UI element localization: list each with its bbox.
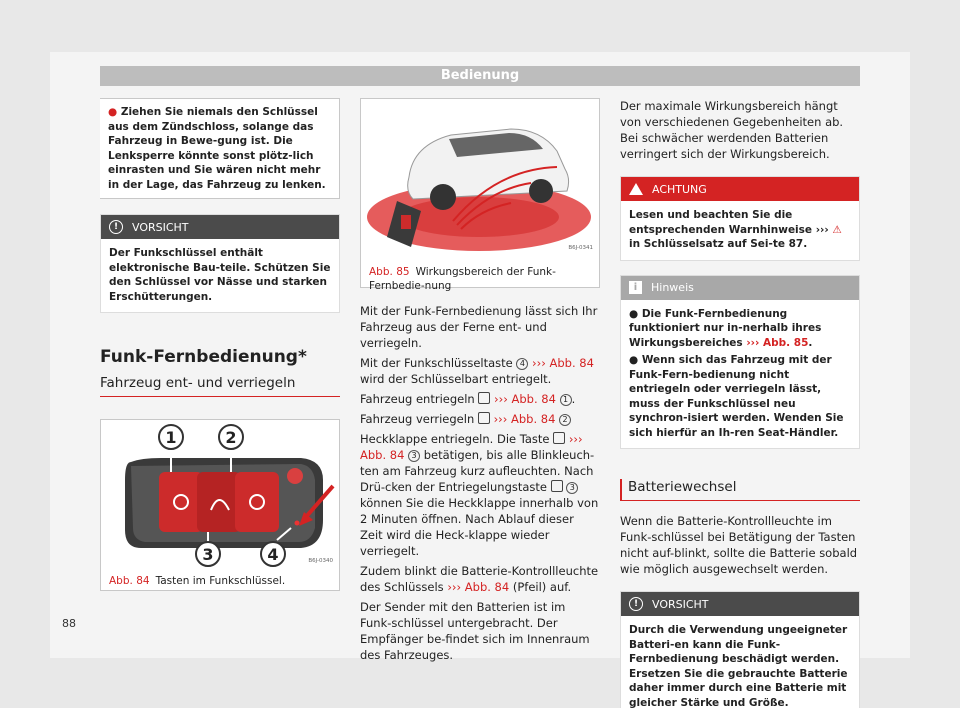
achtung-box	[620, 176, 860, 261]
vorsicht-title: VORSICHT	[132, 220, 189, 234]
achtung-header	[621, 177, 859, 201]
caution-icon: !	[109, 220, 123, 234]
vorsicht-text: Der Funkschlüssel enthält elektronische Bau-teile. Schützen Sie den Schlüssel vor Nässe und starken Erschütterungen.	[109, 247, 331, 303]
figure-code: B6J-0340	[308, 558, 333, 564]
page-header: Bedienung	[100, 66, 860, 86]
caption-text: Tasten im Funkschlüssel.	[155, 575, 286, 587]
page-number: 88	[62, 617, 76, 630]
figure-label: Abb. 85	[369, 266, 410, 278]
number-marker: 3	[566, 482, 578, 494]
text: Fahrzeug verriegeln	[360, 412, 475, 426]
figure-link[interactable]: ››› Abb. 85	[746, 336, 809, 349]
paragraph-1: Mit der Funk-Fernbedienung lässt sich Ihr Fahrzeug aus der Ferne ent- und verriegeln.	[360, 304, 598, 350]
figure-85	[360, 98, 600, 292]
info-icon: i	[629, 281, 642, 294]
figure-84	[100, 419, 340, 591]
figure-84-caption	[101, 572, 339, 594]
hinweis-bullet-2: ● Wenn sich das Fahrzeug mit der Funk-Fern-bedienung nicht entriegeln oder verriegeln lässt, muss der Funkschlüssel neu synchron-isiert werden. Wenden Sie sich hierfür an Ih-ren Seat-Händler.	[629, 354, 844, 439]
battery-paragraph: Wenn die Batterie-Kontrollleuchte im Funk-schlüssel bei Betätigung der Tasten nicht auf-blinkt, sollte die Batterie sobald wie möglich ausgewechselt werden.	[620, 514, 858, 576]
text: in Schlüsselsatz auf Sei-te 87.	[629, 238, 808, 250]
caution-icon: !	[629, 597, 643, 611]
text: Wenn sich das Fahrzeug mit der Funk-Fern-bedienung nicht entriegeln oder verriegeln lässt, muss der Funkschlüssel neu synchron-isiert werden. Wenden Sie sich hierfür an Ih-ren Seat-Händler.	[629, 354, 844, 439]
caption-text: Wirkungsbereich der Funk-Fernbedie-nung	[369, 266, 556, 292]
hinweis-header	[621, 276, 859, 300]
vorsicht-title: VORSICHT	[652, 597, 709, 611]
hinweis-box	[620, 275, 860, 450]
vorsicht-box	[100, 214, 340, 313]
achtung-text	[621, 201, 859, 260]
warning-text: Ziehen Sie niemals den Schlüssel aus dem Zündschloss, solange das Fahrzeug in Bewe-gung ist. Die Lenksperre könnte sonst plötz-lich einrasten und Sie wären nicht mehr in der Lage, das Fahrzeug zu lenken.	[108, 106, 326, 191]
figure-link[interactable]: ››› Abb. 84	[493, 412, 556, 426]
tailgate-key-icon	[551, 480, 563, 492]
figure-label: Abb. 84	[109, 575, 150, 587]
section-title: Funk-Fernbedienung*	[100, 347, 307, 367]
column-left	[100, 98, 340, 591]
warning-triangle-icon	[629, 183, 643, 195]
figure-link[interactable]: ››› Abb. 84	[494, 392, 556, 406]
achtung-title: ACHTUNG	[652, 182, 707, 196]
figure-code: B6J-0341	[568, 245, 593, 251]
callout-3: 3	[202, 545, 214, 564]
key-fob-illustration	[101, 420, 339, 568]
vorsicht-box-2	[620, 591, 860, 708]
hinweis-text	[621, 300, 859, 449]
number-marker: 1	[560, 394, 572, 406]
number-marker: 4	[516, 358, 528, 370]
paragraph-6	[360, 563, 600, 595]
text: können Sie die Heckklappe innerhalb von 2 Minuten öffnen. Nach Ablauf dieser Zeit wird die Heck-klappe wieder verriegelt.	[360, 496, 599, 558]
paragraph-2	[360, 355, 600, 387]
car-range-illustration	[361, 99, 599, 255]
figure-link[interactable]: ››› Abb. 84	[360, 432, 583, 462]
column-right	[620, 98, 860, 708]
warning-small-icon: ⚠	[832, 223, 842, 236]
text: (Pfeil) auf.	[512, 580, 572, 594]
text: ›››	[815, 223, 829, 236]
callout-4: 4	[267, 545, 279, 564]
tailgate-key-icon	[553, 432, 565, 444]
hinweis-bullet-1: ● Die Funk-Fernbedienung funktioniert nur in-nerhalb ihres Wirkungsbereiches ››› Abb. 85.	[629, 307, 822, 349]
text: Heckklappe entriegeln. Die Taste	[360, 432, 550, 446]
figure-85-caption	[361, 259, 599, 299]
bullet: ●	[108, 106, 118, 118]
range-paragraph: Der maximale Wirkungsbereich hängt von verschiedenen Gegebenheiten ab. Bei schwächer werdenden Batterien verringert sich der Wirkungsbereich.	[620, 99, 844, 161]
battery-section-title: Batteriewechsel	[620, 479, 860, 501]
hinweis-title: Hinweis	[651, 281, 694, 294]
paragraph-4	[360, 411, 600, 427]
subsection-title: Fahrzeug ent- und verriegeln	[100, 375, 340, 397]
figure-link[interactable]: ››› Abb. 84	[447, 580, 510, 594]
text: Lesen und beachten Sie die entsprechenden Warnhinweise	[629, 209, 813, 236]
warning-continuation-box	[100, 98, 340, 199]
vorsicht-header	[101, 215, 339, 239]
text: Die Funk-Fernbedienung funktioniert nur in-nerhalb ihres Wirkungsbereiches	[629, 307, 822, 349]
number-marker: 3	[408, 450, 420, 462]
vorsicht-header	[621, 592, 859, 616]
callout-2: 2	[225, 428, 237, 447]
unlock-key-icon	[478, 392, 490, 404]
column-middle	[360, 98, 600, 663]
number-marker: 2	[559, 414, 571, 426]
text: wird der Schlüsselbart entriegelt.	[360, 372, 552, 386]
paragraph-3: Fahrzeug entriegeln ››› Abb. 84 1 .	[360, 392, 576, 406]
figure-link[interactable]: ››› Abb. 84	[532, 356, 594, 370]
callout-1: 1	[165, 428, 177, 447]
paragraph-5	[360, 431, 600, 559]
lock-key-icon	[478, 412, 490, 424]
vorsicht-text: Durch die Verwendung ungeeigneter Batteri-en kann die Funk-Fernbedienung beschädigt werden. Ersetzen Sie die gebrauchte Batterie daher immer durch eine Batterie mit gleicher Stärke und Größe.	[629, 624, 848, 708]
text: Mit der Funkschlüsseltaste	[360, 356, 513, 370]
text: Fahrzeug entriegeln	[360, 392, 475, 406]
paragraph-7: Der Sender mit den Batterien ist im Funk-schlüssel untergebracht. Der Empfänger be-findet sich im Innenraum des Fahrzeuges.	[360, 600, 590, 662]
text: betätigen, bis alle Blinkleuch-ten am Fahrzeug kurz aufleuchten. Nach Drü-cken der Entriegelungstaste	[360, 448, 595, 494]
text: Zudem blinkt die Batterie-Kontrollleuchte des Schlüssels	[360, 564, 599, 594]
